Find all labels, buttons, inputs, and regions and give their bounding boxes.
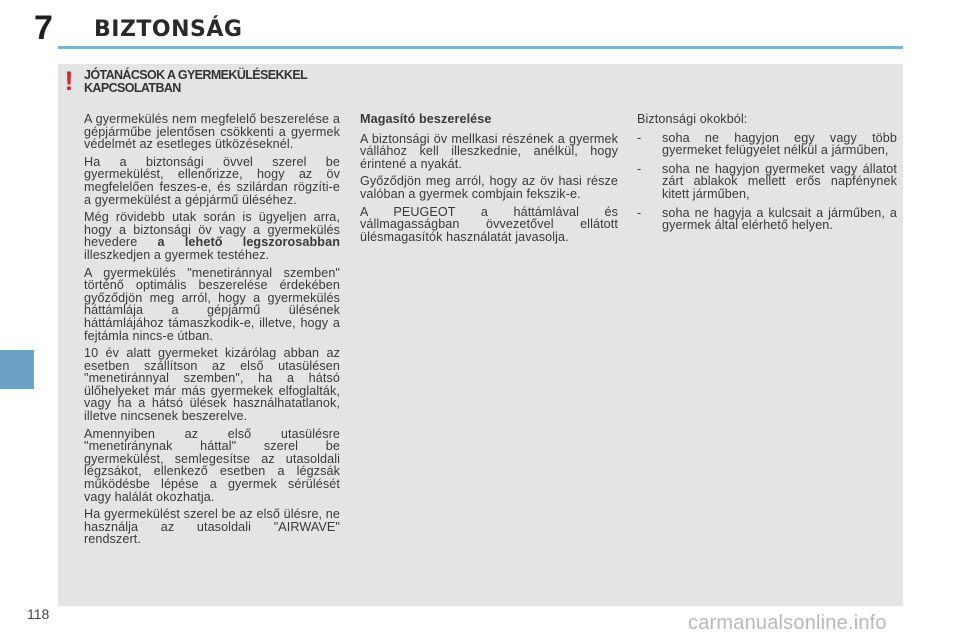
paragraph: Ha a biztonsági övvel szerel be gyermekülést, ellenőrizze, hogy az öv megfelelően feszes-e, és szilárdan rögzíti-e a gyermekülést a gépjármű üléséhez.	[84, 154, 340, 207]
dash-bullet: -	[637, 161, 642, 176]
paragraph-text: Még rövidebb utak során is ügyeljen arra, hogy a biztonsági öv vagy a gyermekülés hevedere	[84, 210, 340, 250]
dash-bullet: -	[637, 130, 642, 145]
list-item	[637, 207, 897, 232]
emphasis-text: a lehető legszorosabban	[157, 235, 341, 250]
page-number: 118	[27, 606, 50, 622]
section-title: JÓTANÁCSOK A GYERMEKÜLÉSEKKEL KAPCSOLATBAN	[84, 68, 307, 95]
paragraph: A PEUGEOT a háttámlával és vállmagasságban övvezetővel ellátott ülésmagasítók használatát javasolja.	[360, 204, 618, 244]
list-item	[637, 132, 897, 157]
paragraph: Amennyiben az első utasülésre "menetiránynak háttal" szerel be gyermekülést, semlegesítse az utasoldali légzsákot, ellenkező esetben a légzsák működésbe lépése a gyermek sérülését vagy halálát okozhatja.	[84, 426, 340, 504]
list-intro: Biztonsági okokból:	[637, 112, 748, 126]
list-item-text: soha ne hagyjon gyermeket vagy állatot zárt ablakok mellett erős napfénynek kitett járműben,	[662, 161, 897, 201]
safety-list	[637, 132, 897, 232]
list-item-text: soha ne hagyjon egy vagy több gyermeket felügyelet nélkül a járműben,	[662, 130, 897, 158]
paragraph-text: illeszkedjen a gyermek testéhez.	[84, 247, 270, 262]
column-right	[637, 113, 897, 238]
paragraph: A biztonsági öv mellkasi részének a gyermek vállához kell illeszkednie, anélkül, hogy érintené a nyakát.	[360, 131, 618, 171]
paragraph: Győződjön meg arról, hogy az öv hasi része valóban a gyermek combjain fekszik-e.	[360, 174, 618, 201]
list-item-text: soha ne hagyja a kulcsait a járműben, a gyermek által elérhető helyen.	[662, 205, 897, 233]
paragraph	[84, 211, 340, 261]
subheading: Magasító beszerelése	[360, 112, 492, 126]
column-left	[84, 113, 340, 551]
chapter-title: BIZTONSÁG	[94, 17, 243, 42]
chapter-side-tab	[0, 350, 34, 389]
column-middle	[360, 113, 618, 248]
paragraph: Ha gyermekülést szerel be az első ülésre, ne használja az utasoldali "AIRWAVE" rendszert.	[84, 507, 340, 547]
list-item	[637, 163, 897, 201]
dash-bullet: -	[637, 205, 642, 220]
watermark: carmanualsonline.info	[688, 612, 887, 634]
paragraph: 10 év alatt gyermeket kizárólag abban az esetben szállítson az első utasülésen "menetiránnyal szemben", ha a hátsó ülőhelyeket már más gyermekek elfoglalták, vagy ha a hátsó ülések használhatatlanok, illetve nincsenek beszerelve.	[84, 346, 340, 424]
paragraph: A gyermekülés "menetiránnyal szemben" történő optimális beszerelése érdekében győződjön meg arról, hogy a gyermekülés háttámlája a gépjármű ülésének háttámlájához támaszkodik-e, illetve, hogy a fejtámla nincs-e útban.	[84, 265, 340, 343]
exclamation-icon: !	[64, 66, 74, 96]
header-divider	[58, 46, 903, 49]
chapter-number: 7	[34, 9, 53, 47]
paragraph: A gyermekülés nem megfelelő beszerelése a gépjárműbe jelentősen csökkenti a gyermek védelmét az esetleges ütközéseknél.	[84, 112, 340, 152]
